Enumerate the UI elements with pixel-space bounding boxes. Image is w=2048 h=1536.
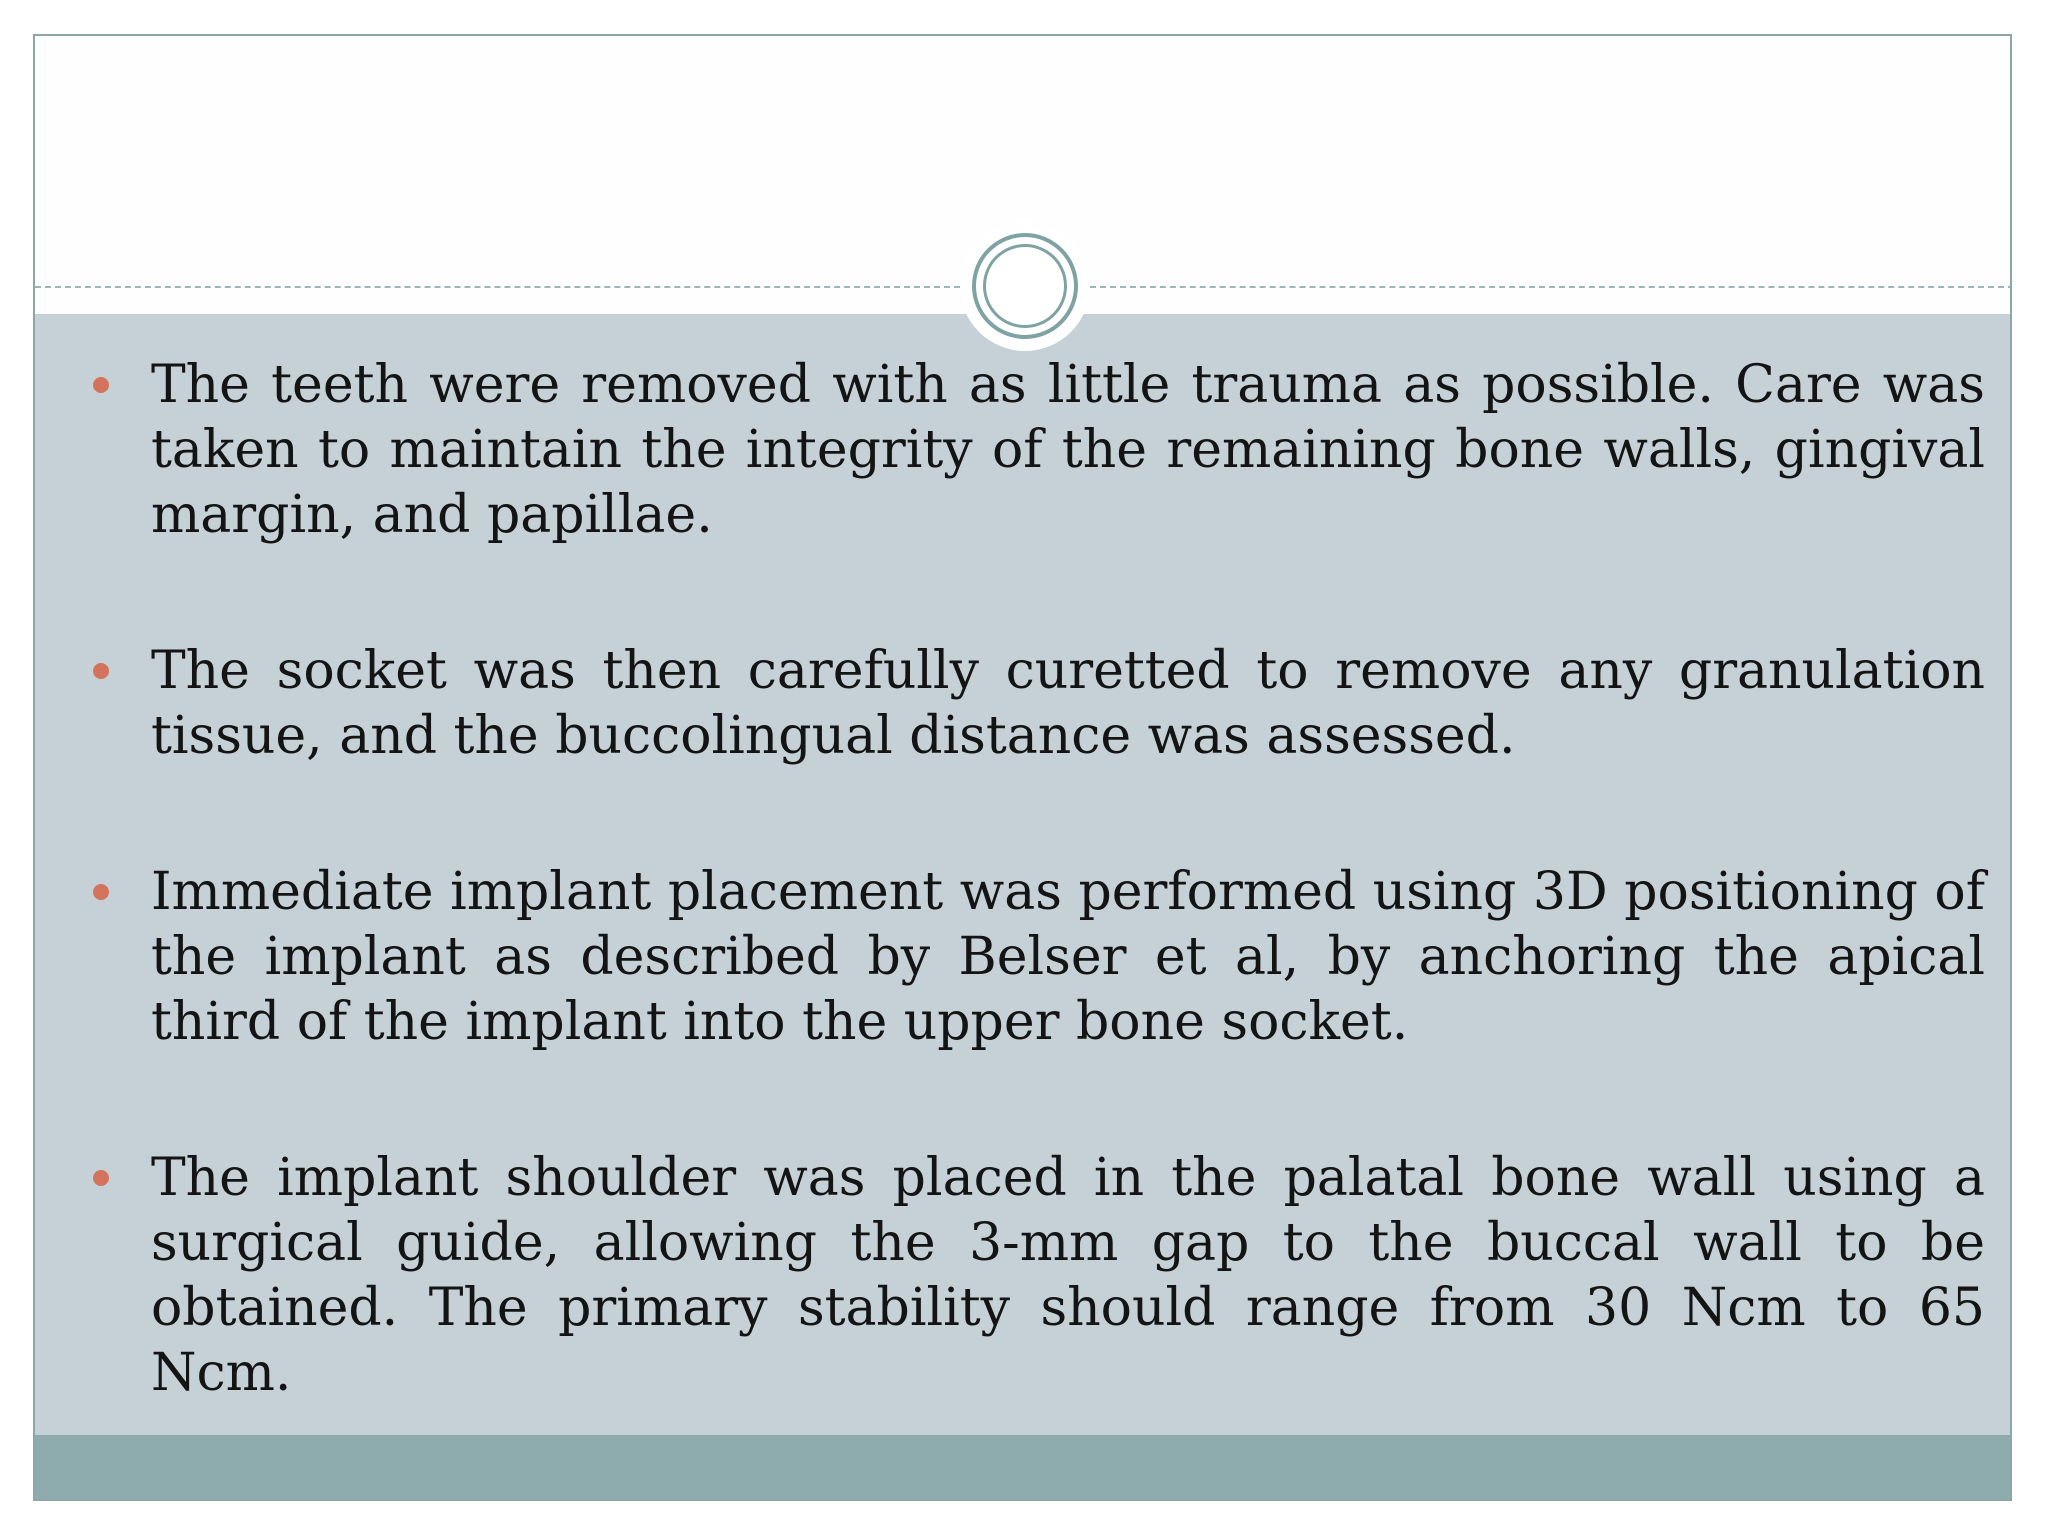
footer-bar [35,1435,2010,1501]
bullet-dot-icon [93,377,109,393]
bullet-item [151,639,1985,769]
bullet-dot-icon [93,1170,109,1186]
bullet-text: The teeth were removed with as little trauma as possible. Care was taken to maintain the integrity of the remaining bone walls, gingival margin, and papillae. [151,355,1985,545]
bullet-dot-icon [93,884,109,900]
bullet-text: Immediate implant placement was performed using 3D positioning of the implant as described by Belser et al, by anchoring the apical third of the implant into the upper bone socket. [151,862,1985,1052]
bullet-text: The socket was then carefully curetted to remove any granulation tissue, and the buccolingual distance was assessed. [151,641,1985,766]
bullet-text: The implant shoulder was placed in the palatal bone wall using a surgical guide, allowing the 3-mm gap to the buccal wall to be obtained. The primary stability should range from 30 Ncm to 65 Ncm. [151,1148,1985,1403]
dashed-divider-left [35,286,960,288]
bullet-item [151,860,1985,1055]
bullet-dot-icon [93,663,109,679]
slide [33,34,2012,1501]
bullet-item [151,1146,1985,1406]
bullet-item [151,353,1985,548]
double-ring-circle-icon [972,233,1078,339]
dashed-divider-right [1090,286,2012,288]
inner-ring [983,244,1067,328]
